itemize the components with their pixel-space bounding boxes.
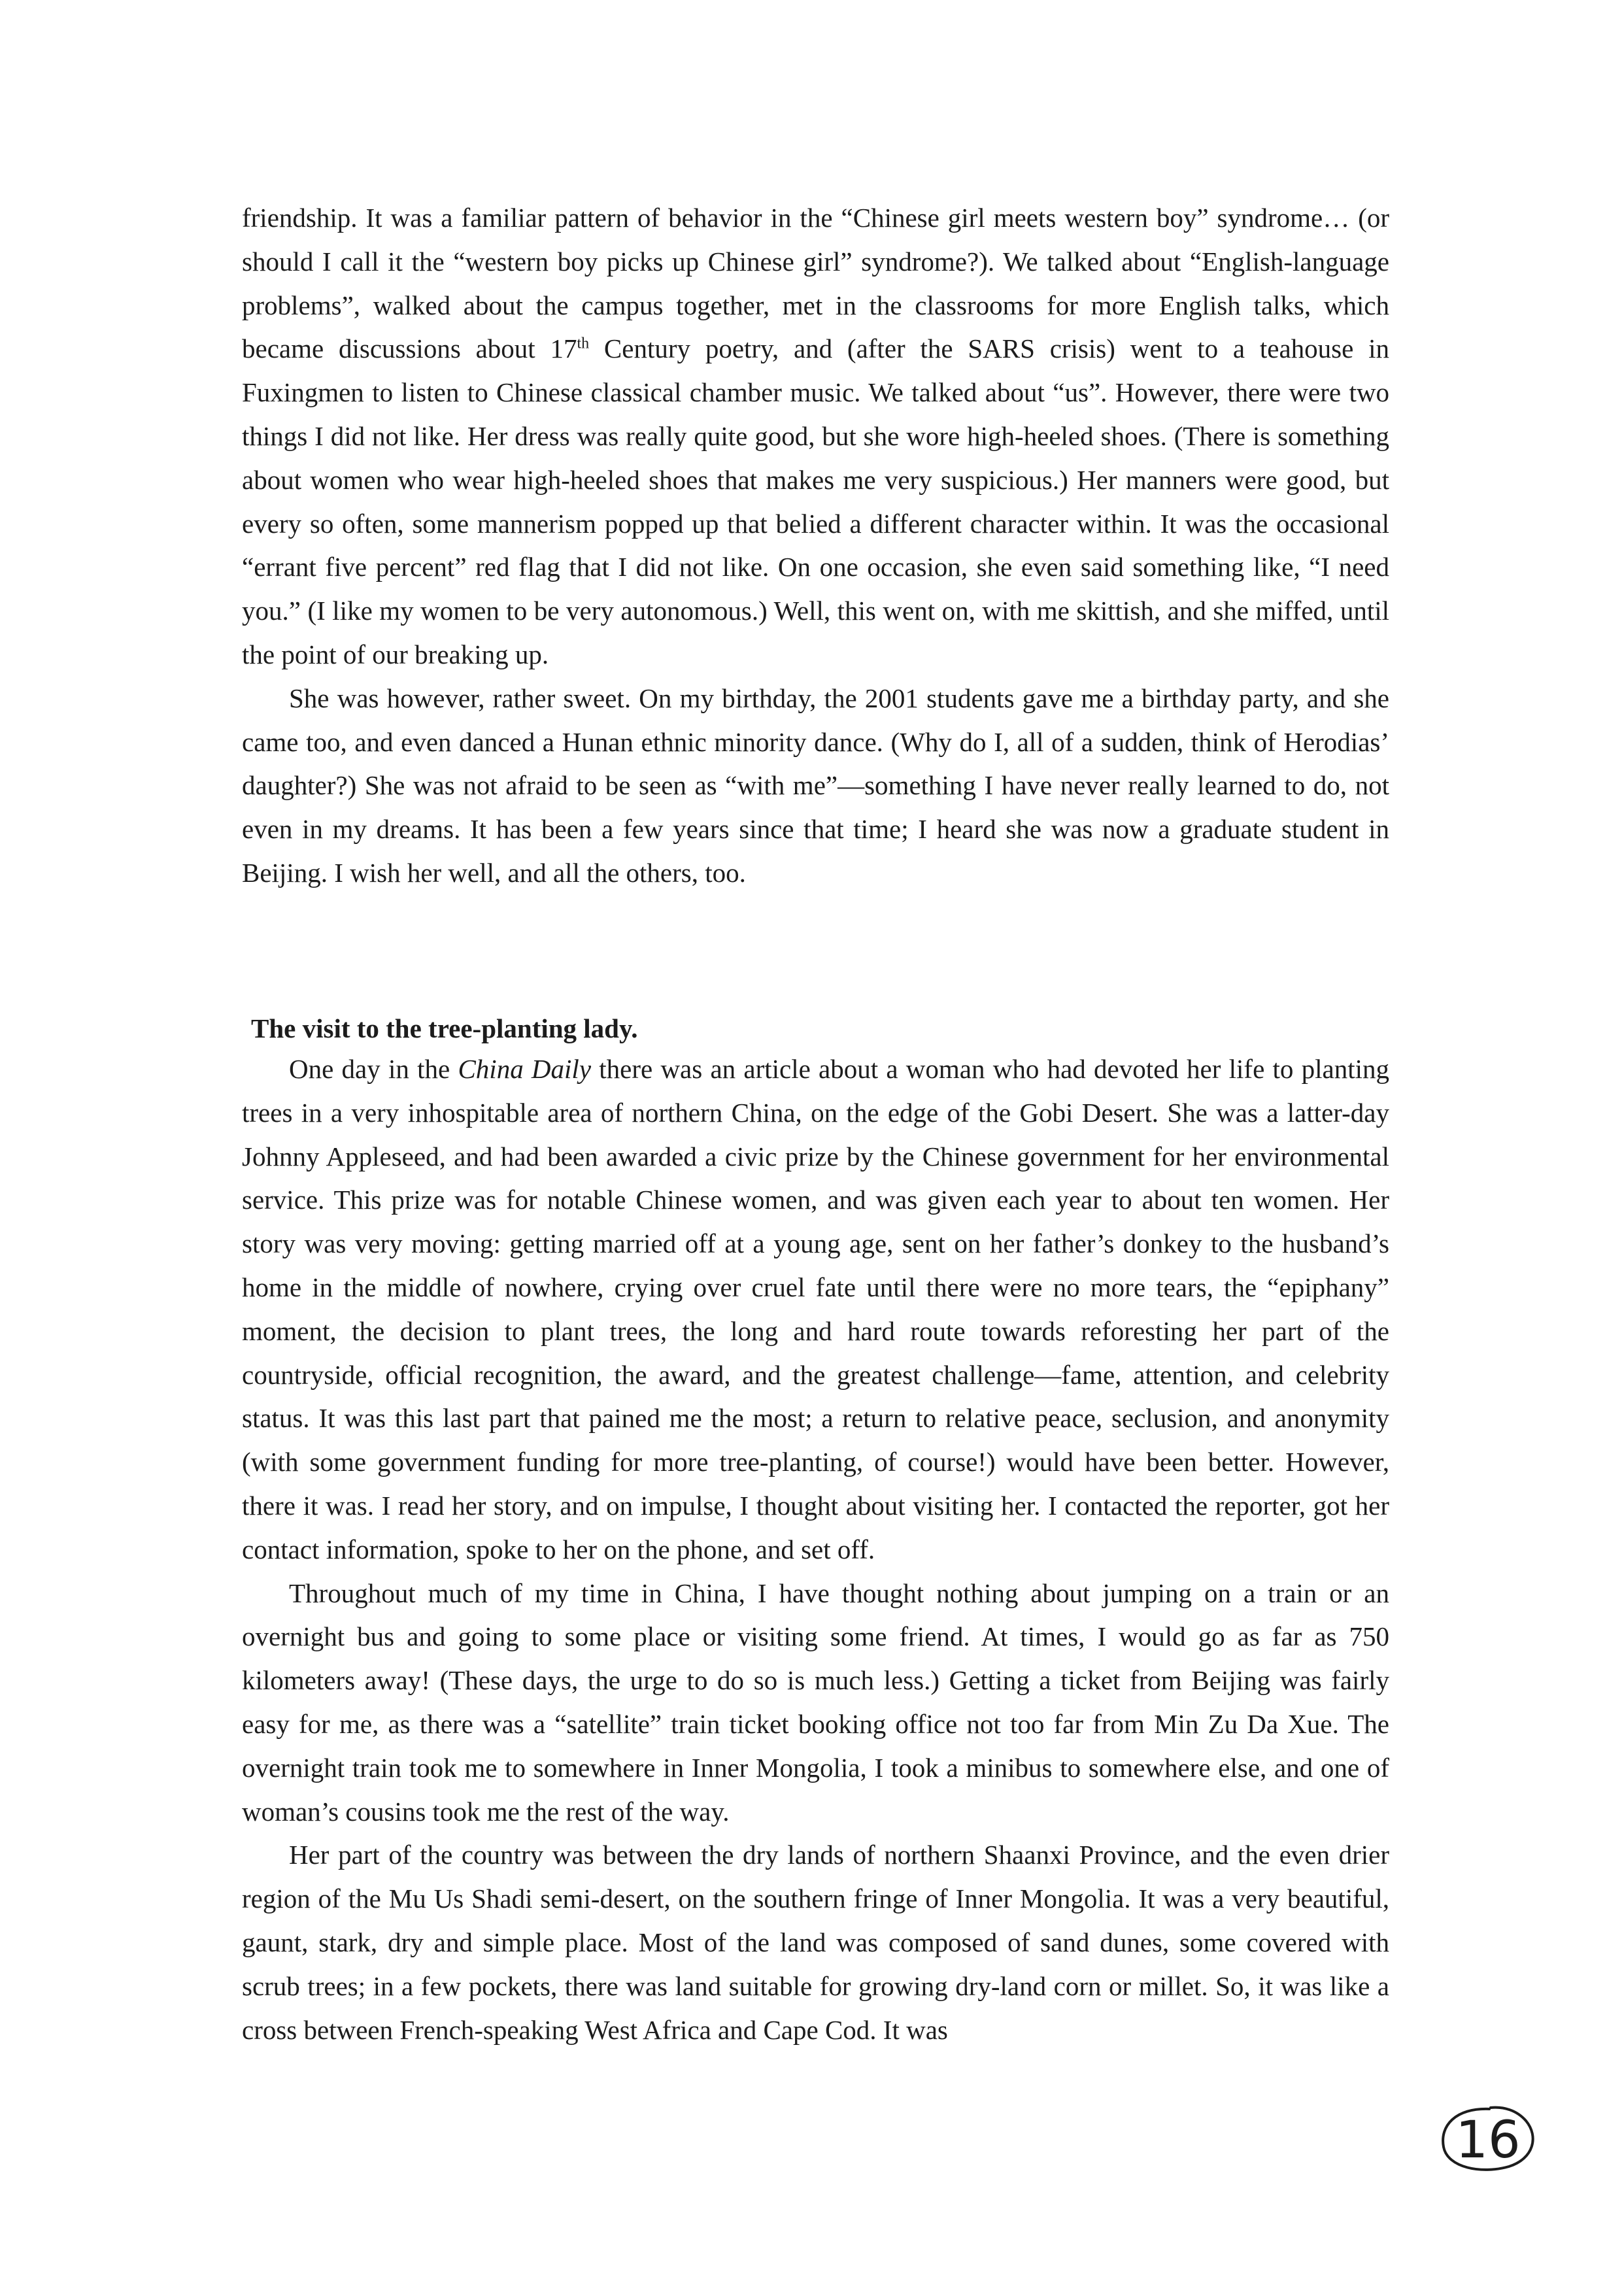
paragraph-china-daily <box>242 1047 1389 1572</box>
continued-text-block <box>242 196 1389 895</box>
section-heading: The visit to the tree-planting lady. <box>251 1013 638 1043</box>
paragraph-friendship <box>242 196 1389 677</box>
handwritten-page-number <box>1436 2100 1540 2178</box>
paragraph-landscape: Her part of the country was between the dry lands of northern Shaanxi Province, and the even drier region of the Mu Us Shadi semi-desert, on the southern fringe of Inner Mongolia. It was a very beautiful, gaunt, stark, dry and simple place. Most of the land was composed of sand dunes, some covered with scrub trees; in a few pockets, there was land suitable for growing dry-land corn or millet. So, it was like a cross between French-speaking West Africa and Cape Cod. It was <box>242 1840 1389 2045</box>
paragraph-text: One day in the <box>289 1054 458 1084</box>
paragraph-text: friendship. It was a familiar pattern of behavior in the “Chinese girl meets western boy” syndrome… (or should I call it the “western boy picks up Chinese girl” syndrome?). We talked about “English-language problems”, walked about the campus together, met in the classrooms for more English talks, which became discussions about 17 <box>242 203 1389 364</box>
circled-number-drawing <box>1436 2100 1540 2178</box>
paragraph-text: there was an article about a woman who had devoted her life to planting trees in a very inhospitable area of northern China, on the edge of the Gobi Desert. She was a latter-day Johnny Appleseed, and had been awarded a civic prize by the Chinese government for her environmental service. This prize was for notable Chinese women, and was given each year to about ten women. Her story was very moving: getting married off at a young age, sent on her father’s donkey to the husband’s home in the middle of nowhere, crying over cruel fate until there were no more tears, the “epiphany” moment, the decision to plant trees, the long and hard route towards reforesting her part of the countryside, official recognition, the award, and the greatest challenge—fame, attention, and celebrity status. It was this last part that pained me the most; a return to relative peace, seclusion, and anonymity (with some government funding for more tree-planting, of course!) would have been better. However, there it was. I read her story, and on impulse, I thought about visiting her. I contacted the reporter, got her contact information, spoke to her on the phone, and set off. <box>242 1054 1390 1564</box>
paragraph-travel: Throughout much of my time in China, I have thought nothing about jumping on a train or an overnight bus and going to some place or visiting some friend. At times, I would go as far as 750 kilometers away! (These days, the urge to do so is much less.) Getting a ticket from Beijing was fairly easy for me, as there was a “satellite” train ticket booking office not too far from Min Zu Da Xue. The overnight train took me to somewhere in Inner Mongolia, I took a minibus to somewhere else, and one of woman’s cousins took me the rest of the way. <box>242 1577 1389 1827</box>
tree-planting-text-block <box>242 1047 1389 2051</box>
page-number-text: 16 <box>1455 2111 1521 2170</box>
paragraph-text: Century poetry, and (after the SARS crisis) went to a teahouse in Fuxingmen to listen to Chinese classical chamber music. We talked about “us”. However, there were two things I did not like. Her dress was really quite good, but she wore high-heeled shoes. (There is something about women who wear high-heeled shoes that makes me very suspicious.) Her manners were good, but every so often, some mannerism popped up that belied a different character within. It was the occasional “errant five percent” red flag that I did not like. On one occasion, she even said something like, “I need you.” (I like my women to be very autonomous.) Well, this went on, with me skittish, and she miffed, until the point of our breaking up. <box>242 333 1390 669</box>
paragraph-birthday: She was however, rather sweet. On my birthday, the 2001 students gave me a birthday party, and she came too, and even danced a Hunan ethnic minority dance. (Why do I, all of a sudden, think of Herodias’ daughter?) She was not afraid to be seen as “with me”—something I have never really learned to do, not even in my dreams. It has been a few years since that time; I heard she was now a graduate student in Beijing. I wish her well, and all the others, too. <box>242 683 1389 888</box>
superscript-ordinal: th <box>577 335 590 352</box>
newspaper-title: China Daily <box>458 1054 592 1084</box>
